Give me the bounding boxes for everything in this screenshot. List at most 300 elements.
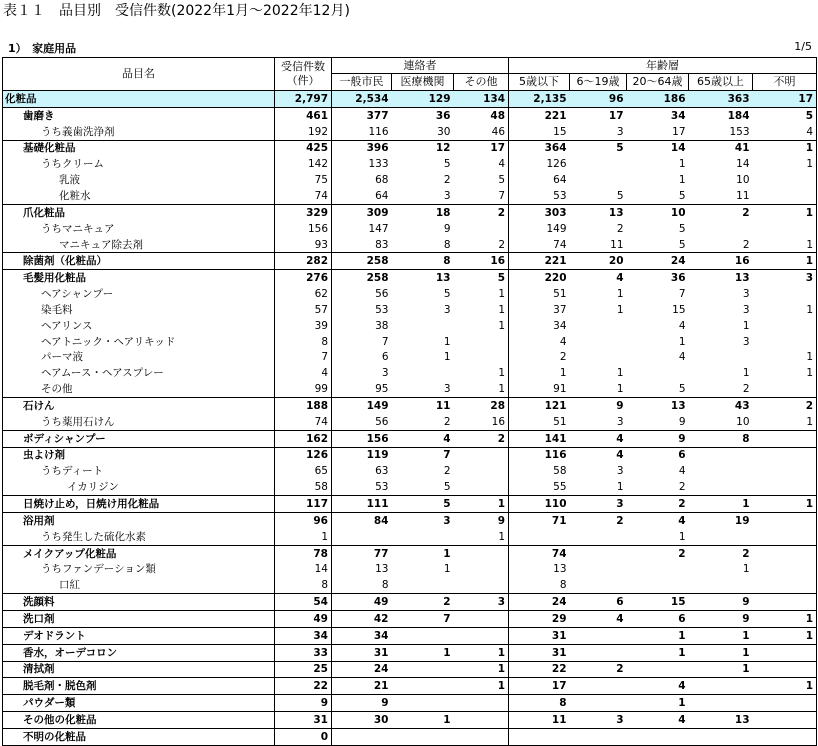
total-cell: 162 [275,430,332,447]
age-under5-cell: 15 [553,125,567,138]
contact-medical-cell: 8 [392,253,454,270]
table-row [3,91,817,108]
age-unknown-cell: 1 [753,253,817,270]
contact-public-cell: 63 [375,465,389,478]
table-row [3,463,817,479]
total-cell: 329 [275,204,332,220]
age-65plus-cell: 2 [689,204,753,220]
age-under5-cell: 2 [559,351,567,364]
total-cell: 7 [275,350,332,366]
age-20-64-cell [627,561,689,577]
contact-other-cell: 5 [454,270,509,286]
age-65plus-cell [689,695,753,712]
age-under5-cell: 22 [509,661,570,678]
age-6-19-cell: 4 [570,611,627,628]
item-name-cell: 香水，オーデコロン [3,644,275,661]
age-6-19-cell: 13 [570,204,627,220]
total-cell: 117 [275,496,332,513]
age-unknown-cell [753,188,817,204]
contact-public-cell: 258 [332,270,392,286]
contact-medical-cell: 1 [392,644,454,661]
age-under5-cell: 8 [559,579,567,592]
contact-medical-cell: 3 [443,383,451,396]
table-row [3,221,817,237]
age-20-64-cell: 5 [678,189,686,202]
age-65plus-cell [689,529,753,545]
age-unknown-cell: 1 [753,627,817,644]
age-unknown-cell [753,479,817,495]
contact-public-cell: 42 [332,611,392,628]
age-under5-cell: 1 [559,367,567,380]
age-65plus-cell: 184 [689,107,753,123]
total-cell: 31 [275,712,332,729]
age-20-64-cell: 1 [678,530,686,543]
item-name-cell: 化粧水 [3,188,275,204]
contact-medical-cell: 3 [443,303,451,316]
total-cell: 39 [275,318,332,334]
contact-public-cell: 84 [332,512,392,528]
contact-other-cell [454,447,509,463]
table-row [3,479,817,495]
contact-public-cell: 3 [381,367,389,380]
total-cell: 142 [275,156,332,172]
age-20-64-cell: 1 [627,695,689,712]
age-20-64-cell: 9 [678,415,686,428]
age-unknown-cell [753,286,817,302]
age-unknown-cell: 1 [753,496,817,513]
item-name-cell: うち義歯洗浄剤 [3,124,275,140]
table-row [3,237,817,253]
header-contact-group: 連絡者 [332,58,509,74]
item-name-cell: ボディシャンプー [3,430,275,447]
item-name-cell: ヘアトニック・ヘアリキッド [3,334,275,350]
age-under5-cell: 31 [509,627,570,644]
age-6-19-cell [570,318,627,334]
contact-other-cell [454,728,509,745]
age-20-64-cell: 15 [672,303,686,316]
age-65plus-cell: 3 [742,288,750,301]
item-name-cell: 爪化粧品 [3,204,275,220]
table-row [3,712,817,729]
contact-medical-cell: 1 [392,712,454,729]
table-row [3,414,817,430]
age-20-64-cell: 4 [678,465,686,478]
item-name-cell: うち薬用石けん [3,414,275,430]
contact-medical-cell: 13 [392,270,454,286]
table-row [3,594,817,611]
age-unknown-cell [753,661,817,678]
item-name-cell: 石けん [3,398,275,414]
age-20-64-cell [627,661,689,678]
contact-public-cell [332,728,392,745]
contact-public-cell: 6 [381,351,389,364]
contact-other-cell: 9 [454,512,509,528]
total-cell: 14 [275,561,332,577]
item-name-cell: 化粧品 [3,91,275,108]
age-6-19-cell [570,577,627,593]
item-name-cell: その他 [3,381,275,397]
contact-other-cell: 2 [454,237,509,253]
contact-medical-cell: 9 [443,222,451,235]
contact-medical-cell: 5 [443,288,451,301]
age-under5-cell: 11 [509,712,570,729]
contact-other-cell: 48 [454,107,509,123]
contact-public-cell: 56 [375,288,389,301]
table-row [3,334,817,350]
header-age-unknown: 不明 [753,74,817,91]
age-20-64-cell: 10 [627,204,689,220]
age-6-19-cell [570,678,627,695]
age-20-64-cell: 17 [672,125,686,138]
header-contact-public: 一般市民 [332,74,392,91]
age-65plus-cell: 8 [689,430,753,447]
total-cell: 62 [275,286,332,302]
contact-medical-cell [392,365,454,381]
item-name-cell: 口紅 [3,577,275,593]
contact-medical-cell: 5 [443,158,451,171]
contact-medical-cell [392,627,454,644]
contact-public-cell [332,529,392,545]
total-cell: 425 [275,140,332,156]
age-6-19-cell: 4 [570,447,627,463]
contact-public-cell: 7 [381,335,389,348]
age-unknown-cell [753,334,817,350]
item-name-cell: うちファンデーション類 [3,561,275,577]
age-20-64-cell: 4 [627,512,689,528]
age-unknown-cell [753,172,817,188]
contact-public-cell: 38 [375,319,389,332]
item-name-cell: 浴用剤 [3,512,275,528]
age-under5-cell: 8 [509,695,570,712]
total-cell: 156 [275,221,332,237]
contact-medical-cell: 8 [443,238,451,251]
table-row [3,496,817,513]
contact-medical-cell: 3 [392,512,454,528]
contact-other-cell [454,221,509,237]
contact-public-cell: 53 [375,481,389,494]
header-item-name: 品目名 [3,58,275,91]
age-65plus-cell: 2 [689,545,753,561]
age-under5-cell: 64 [553,174,567,187]
contact-other-cell [454,545,509,561]
contact-other-cell [454,334,509,350]
item-name-cell: 洗顔料 [3,594,275,611]
table-row [3,172,817,188]
age-6-19-cell: 3 [570,496,627,513]
age-65plus-cell: 2 [742,383,750,396]
table-row [3,350,817,366]
age-6-19-cell: 1 [616,303,624,316]
table-row [3,430,817,447]
age-6-19-cell: 2 [616,222,624,235]
contact-public-cell: 31 [332,644,392,661]
contact-other-cell [454,695,509,712]
age-6-19-cell: 3 [616,415,624,428]
age-65plus-cell: 16 [689,253,753,270]
contact-medical-cell [392,728,454,745]
contact-other-cell: 1 [454,286,509,302]
age-20-64-cell: 36 [627,270,689,286]
contact-other-cell: 4 [454,156,509,172]
age-65plus-cell: 1 [689,627,753,644]
age-20-64-cell: 9 [627,430,689,447]
total-cell: 4 [275,365,332,381]
age-65plus-cell: 41 [689,140,753,156]
age-65plus-cell: 1 [689,496,753,513]
age-20-64-cell [627,728,689,745]
age-65plus-cell [689,479,753,495]
contact-medical-cell [392,529,454,545]
age-20-64-cell [627,577,689,593]
contact-other-cell: 1 [454,302,509,318]
age-6-19-cell: 1 [616,481,624,494]
contact-public-cell: 119 [332,447,392,463]
age-unknown-cell [753,577,817,593]
age-6-19-cell [570,334,627,350]
item-name-cell: ヘアムース・ヘアスプレー [3,365,275,381]
age-20-64-cell: 14 [627,140,689,156]
age-under5-cell: 116 [509,447,570,463]
age-6-19-cell: 2 [570,661,627,678]
table-body [3,91,817,746]
age-under5-cell: 53 [553,189,567,202]
age-under5-cell: 126 [546,158,567,171]
contact-public-cell: 258 [332,253,392,270]
age-6-19-cell: 17 [570,107,627,123]
age-65plus-cell: 1 [742,563,750,576]
contact-public-cell: 156 [332,430,392,447]
age-under5-cell: 221 [509,253,570,270]
age-6-19-cell: 4 [570,270,627,286]
contact-medical-cell: 1 [443,351,451,364]
contact-other-cell [454,350,509,366]
age-under5-cell: 121 [509,398,570,414]
age-65plus-cell: 363 [689,91,753,108]
age-65plus-cell [689,463,753,479]
contact-medical-cell: 4 [392,430,454,447]
contact-other-cell [454,561,509,577]
total-cell: 276 [275,270,332,286]
age-unknown-cell: 1 [753,414,817,430]
contact-other-cell: 1 [454,496,509,513]
age-20-64-cell: 15 [627,594,689,611]
age-6-19-cell [570,172,627,188]
total-cell: 96 [275,512,332,528]
contact-other-cell: 3 [454,594,509,611]
contact-medical-cell: 5 [392,496,454,513]
age-under5-cell: 58 [553,465,567,478]
age-under5-cell [509,529,570,545]
contact-other-cell: 1 [454,529,509,545]
age-20-64-cell: 4 [678,319,686,332]
item-name-cell: うち発生した硫化水素 [3,529,275,545]
header-age-6-19: 6～19歳 [570,74,627,91]
age-20-64-cell: 2 [627,545,689,561]
age-6-19-cell: 5 [570,140,627,156]
age-20-64-cell: 2 [627,496,689,513]
contact-public-cell: 77 [332,545,392,561]
total-cell: 54 [275,594,332,611]
age-under5-cell: 51 [553,415,567,428]
contact-medical-cell: 7 [392,611,454,628]
age-20-64-cell: 1 [678,335,686,348]
contact-medical-cell: 2 [443,465,451,478]
item-name-cell: 虫よけ剤 [3,447,275,463]
contact-public-cell: 396 [332,140,392,156]
age-6-19-cell: 1 [616,288,624,301]
contact-other-cell: 16 [454,414,509,430]
item-name-cell: 乳液 [3,172,275,188]
total-cell: 65 [275,463,332,479]
age-65plus-cell: 1 [742,319,750,332]
table-row [3,107,817,123]
age-65plus-cell: 1 [689,644,753,661]
age-65plus-cell: 19 [689,512,753,528]
table-row [3,140,817,156]
age-65plus-cell: 2 [742,238,750,251]
contact-other-cell: 46 [454,124,509,140]
age-20-64-cell: 4 [627,712,689,729]
age-unknown-cell: 5 [753,107,817,123]
item-name-cell: 歯磨き [3,107,275,123]
header-age-65plus: 65歳以上 [689,74,753,91]
contact-other-cell: 16 [454,253,509,270]
contact-medical-cell: 18 [392,204,454,220]
table-row [3,286,817,302]
age-6-19-cell [570,695,627,712]
total-cell: 57 [275,302,332,318]
age-unknown-cell [753,728,817,745]
age-under5-cell: 149 [546,222,567,235]
age-unknown-cell: 2 [753,398,817,414]
item-name-cell: その他の化粧品 [3,712,275,729]
age-6-19-cell: 3 [616,125,624,138]
age-unknown-cell: 1 [753,156,817,172]
contact-public-cell: 309 [332,204,392,220]
age-6-19-cell [570,644,627,661]
age-6-19-cell: 4 [570,430,627,447]
table-row [3,253,817,270]
header-contact-other: その他 [454,74,509,91]
item-name-cell: うちディート [3,463,275,479]
contact-other-cell: 134 [454,91,509,108]
item-name-cell: ヘアシャンプー [3,286,275,302]
age-unknown-cell: 1 [753,302,817,318]
header-age-under5: 5歳以下 [509,74,570,91]
total-cell: 126 [275,447,332,463]
age-20-64-cell: 5 [678,222,686,235]
age-65plus-cell: 11 [736,189,750,202]
age-20-64-cell: 1 [627,627,689,644]
inquiry-table [2,57,817,746]
age-65plus-cell: 13 [689,270,753,286]
age-65plus-cell: 43 [689,398,753,414]
contact-other-cell: 2 [454,430,509,447]
age-unknown-cell: 1 [753,237,817,253]
age-under5-cell: 221 [509,107,570,123]
contact-medical-cell: 129 [392,91,454,108]
age-65plus-cell: 3 [742,335,750,348]
contact-public-cell: 49 [332,594,392,611]
age-under5-cell: 91 [553,383,567,396]
contact-public-cell: 21 [332,678,392,695]
table-row [3,728,817,745]
contact-medical-cell: 1 [392,545,454,561]
age-under5-cell: 24 [509,594,570,611]
contact-medical-cell [392,678,454,695]
total-cell: 74 [275,414,332,430]
contact-other-cell: 7 [454,188,509,204]
table-row [3,512,817,528]
age-unknown-cell [753,712,817,729]
contact-medical-cell: 2 [443,415,451,428]
age-under5-cell: 74 [509,545,570,561]
age-20-64-cell: 4 [627,678,689,695]
age-65plus-cell [689,221,753,237]
item-name-cell: デオドラント [3,627,275,644]
table-row [3,611,817,628]
contact-medical-cell: 1 [443,563,451,576]
age-6-19-cell: 3 [616,465,624,478]
contact-medical-cell: 3 [443,189,451,202]
contact-medical-cell [392,577,454,593]
total-cell: 78 [275,545,332,561]
age-20-64-cell: 1 [678,174,686,187]
age-unknown-cell [753,545,817,561]
table-row [3,318,817,334]
contact-public-cell: 147 [368,222,389,235]
contact-medical-cell [392,695,454,712]
age-6-19-cell [570,156,627,172]
header-contact-medical: 医療機関 [392,74,454,91]
total-cell: 58 [275,479,332,495]
age-under5-cell: 74 [553,238,567,251]
contact-public-cell: 9 [332,695,392,712]
age-65plus-cell: 153 [729,125,750,138]
item-name-cell: パウダー類 [3,695,275,712]
age-65plus-cell: 9 [689,611,753,628]
header-total [275,58,332,91]
total-cell: 75 [275,172,332,188]
age-65plus-cell: 14 [736,158,750,171]
contact-other-cell [454,479,509,495]
age-6-19-cell: 20 [570,253,627,270]
total-cell: 34 [275,627,332,644]
total-cell: 2,797 [275,91,332,108]
contact-public-cell: 2,534 [332,91,392,108]
item-name-cell: 洗口剤 [3,611,275,628]
page-number: 1/5 [794,40,812,53]
age-65plus-cell: 9 [689,594,753,611]
age-20-64-cell: 13 [627,398,689,414]
contact-public-cell: 8 [381,579,389,592]
table-row [3,204,817,220]
contact-medical-cell: 2 [443,174,451,187]
item-name-cell: パーマ液 [3,350,275,366]
age-20-64-cell: 2 [678,481,686,494]
age-under5-cell: 31 [509,644,570,661]
header-age-group: 年齢層 [509,58,817,74]
item-name-cell: 毛髪用化粧品 [3,270,275,286]
contact-other-cell: 1 [454,678,509,695]
contact-medical-cell: 12 [392,140,454,156]
contact-public-cell: 13 [375,563,389,576]
age-unknown-cell: 1 [753,365,817,381]
total-cell: 461 [275,107,332,123]
age-unknown-cell: 17 [753,91,817,108]
age-6-19-cell [570,545,627,561]
age-20-64-cell [627,365,689,381]
